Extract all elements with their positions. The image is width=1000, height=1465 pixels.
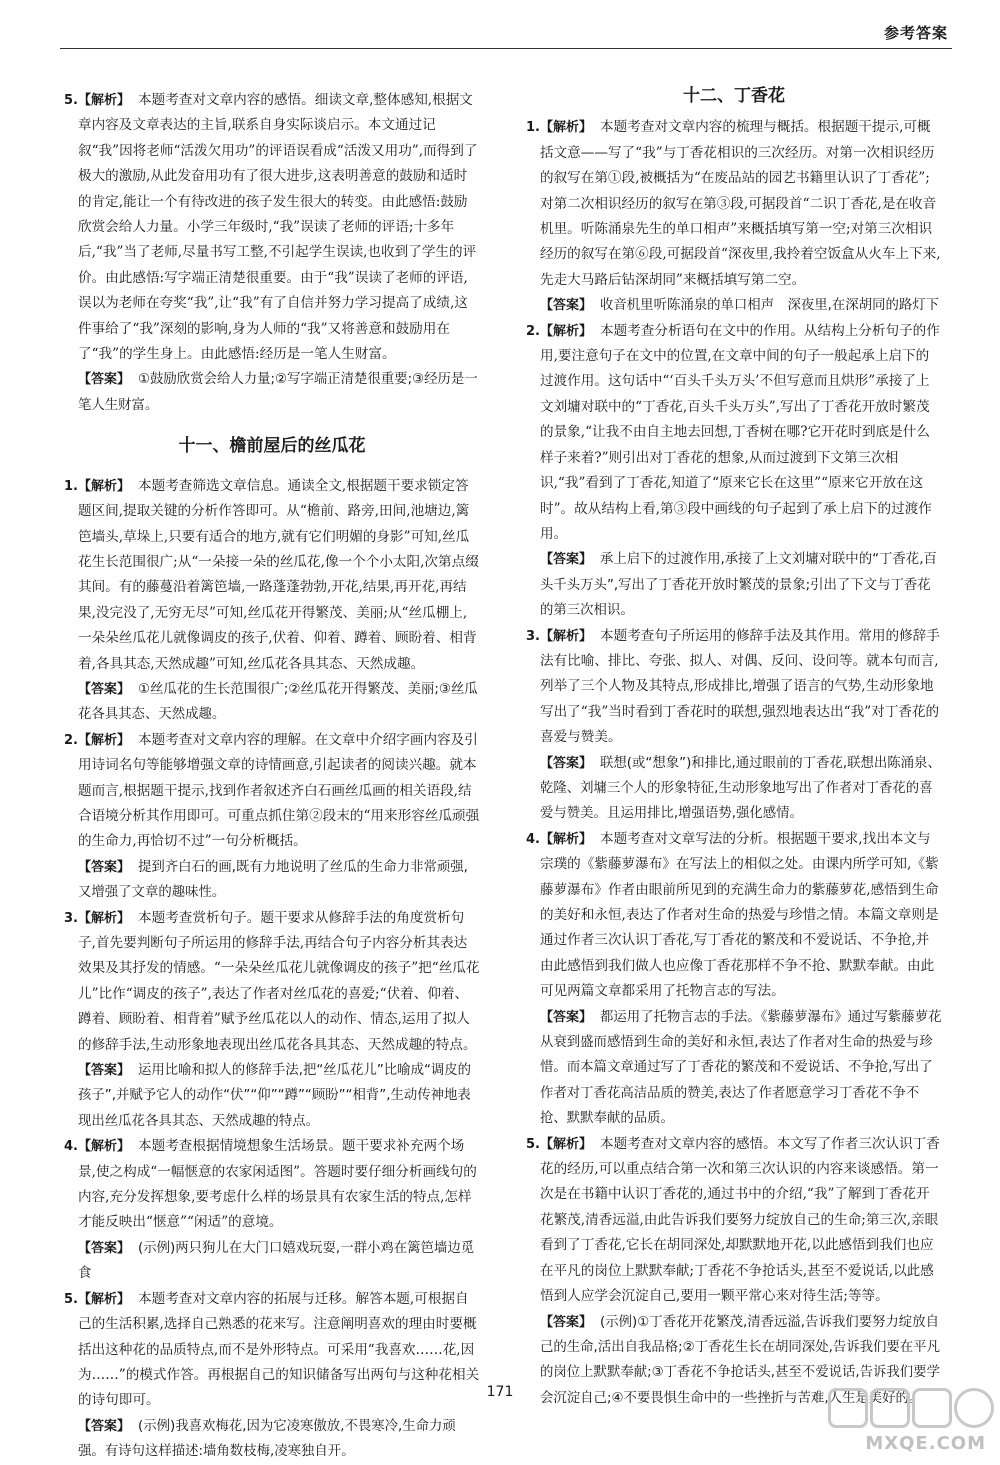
question-item xyxy=(526,115,942,293)
analysis-tag: 【解析】 xyxy=(540,1136,593,1152)
left-column xyxy=(64,88,480,1465)
answer-block xyxy=(526,293,942,318)
question-item xyxy=(526,827,942,1005)
analysis-tag: 【解析】 xyxy=(540,120,593,136)
answer-tag: 【答案】 xyxy=(78,859,131,875)
analysis-text: 本题考查对文章内容的感悟。本文写了作者三次认识丁香花的经历,可以重点结合第一次和第三次认识的内容来谈感悟。第一次是在书籍中认识丁香花的,通过书中的介绍,“我”了解到丁香花开花繁茂,清香远溢,由此告诉我们要努力绽放自己的生命;第三次,亲眼看到了丁香花,它长在胡同深处,却默默地开花,以此感悟到我们也应在平凡的岗位上默默奉献;丁香花不争抢话头,甚至不爱说话,以此感悟到人应学会沉淀自己,要用一颗平常心来对待生活;等等。 xyxy=(540,1135,940,1305)
question-item xyxy=(526,1132,942,1310)
analysis-text: 本题考查对文章内容的拓展与迁移。解答本题,可根据自己的生活积累,选择自己熟悉的花来写。注意阐明喜欢的理由时要概括出这种花的品质特点,而不是外形特点。可采用“我喜欢……花,因为……”的模式作答。再根据自己的知识储备写出两句与这种花相关的诗句即可。 xyxy=(78,1290,480,1409)
answer-tag: 【答案】 xyxy=(78,1063,131,1079)
question-number: 3. xyxy=(526,628,540,644)
answer-text: (示例)两只狗儿在大门口嬉戏玩耍,一群小鸡在篱笆墙边觅食 xyxy=(78,1240,475,1282)
header-label: 参考答案 xyxy=(883,24,948,42)
answer-text: 承上启下的过渡作用,承接了上文刘墉对联中的“丁香花,百头千头万头”,写出了丁香花开放时繁茂的景象;引出了下文与丁香花的第三次相识。 xyxy=(540,552,937,619)
analysis-text: 本题考查赏析句子。题干要求从修辞手法的角度赏析句子,首先要判断句子所运用的修辞手法,再结合句子内容分析其表达效果及其抒发的情感。“一朵朵丝瓜花儿就像调皮的孩子”把“丝瓜花儿”比作“调皮的孩子”,表达了作者对丝瓜花的喜爱;“伏着、仰着、蹲着、顾盼着、相背着”赋予丝瓜花以人的动作、情态,运用了拟人的修辞手法,生动形象地表现出丝瓜花各具其态、天然成趣的特点。 xyxy=(78,909,480,1053)
question-item xyxy=(526,624,942,751)
answer-text: (示例)①丁香花开花繁茂,清香远溢,告诉我们要努力绽放自己的生命,活出自我品格;②丁香花生长在胡同深处,告诉我们要在平凡的岗位上默默奉献;③丁香花不争抢话头,甚至不爱说话,告诉我们要学会沉淀自己;④不要畏惧生命中的一些挫折与苦难,人生是美好的。 xyxy=(540,1314,940,1406)
answer-block xyxy=(64,367,480,418)
analysis-text: 本题考查分析语句在文中的作用。从结构上分析句子的作用,要注意句子在文中的位置,在文章中间的句子一般起承上启下的过渡作用。这句话中“‘百头千头万头’不但写意而且烘形”承接了上文刘墉对联中的“丁香花,百头千头万头”,写出了丁香花开放时繁茂的景象,“让我不由自主地去回想,丁香树在哪?它开花时到底是什么样子来着?”则引出对丁香花的想象,从而过渡到下文第三次相识,“我”看到了丁香花,知道了“原来它长在这里”“原来它开放在这时”。故从结构上看,第③段中画线的句子起到了承上启下的过渡作用。 xyxy=(540,322,940,542)
question-item xyxy=(526,319,942,548)
answer-block xyxy=(526,547,942,623)
answer-block xyxy=(526,1005,942,1132)
answer-tag: 【答案】 xyxy=(540,1009,593,1025)
watermark-glyph-icon xyxy=(870,1388,910,1428)
answer-block xyxy=(64,677,480,728)
answer-tag: 【答案】 xyxy=(540,552,593,568)
question-item xyxy=(64,728,480,855)
question-number: 5. xyxy=(64,1291,78,1307)
answer-text: 收音机里听陈涌泉的单口相声 深夜里,在深胡同的路灯下 xyxy=(600,298,940,314)
watermark-glyph-icon xyxy=(912,1388,952,1428)
answer-text: ①丝瓜花的生长范围很广;②丝瓜花开得繁茂、美丽;③丝瓜花各具其态、天然成趣。 xyxy=(78,681,478,723)
header-divider xyxy=(60,48,952,49)
left-intro-item xyxy=(64,88,480,367)
answer-block xyxy=(64,1414,480,1465)
question-number: 2. xyxy=(526,323,540,339)
answer-text: 提到齐白石的画,既有力地说明了丝瓜的生命力非常顽强,又增强了文章的趣味性。 xyxy=(78,859,468,901)
answer-tag: 【答案】 xyxy=(78,1418,131,1434)
question-number: 4. xyxy=(64,1139,78,1155)
answer-tag: 【答案】 xyxy=(78,1240,131,1256)
question-item xyxy=(64,474,480,677)
right-column xyxy=(526,88,942,1411)
section-title: 十二、丁香花 xyxy=(683,86,785,106)
analysis-tag: 【解析】 xyxy=(78,910,131,926)
answer-text: 都运用了托物言志的手法。《紫藤萝瀑布》通过写紫藤萝花从衰到盛而感悟到生命的美好和永恒,表达了作者对生命的热爱与珍惜。而本篇文章通过写了丁香花的繁茂和不爱说话、不争抢,写出了作者对丁香花高洁品质的赞美,表达了作者愿意学习丁香花不争不抢、默默奉献的品质。 xyxy=(540,1009,942,1127)
analysis-tag: 【解析】 xyxy=(78,732,131,748)
question-item xyxy=(64,906,480,1058)
question-number: 4. xyxy=(526,831,540,847)
analysis-text: 本题考查对文章内容的理解。在文章中介绍字画内容及引用诗词名句等能够增强文章的诗情画意,引起读者的阅读兴趣。就本题而言,根据题干提示,找到作者叙述齐白石画丝瓜画的相关语段,结合语境分析其作用即可。可重点抓住第②段末的“用来形容丝瓜顽强的生命力,再恰切不过”一句分析概括。 xyxy=(78,731,480,850)
page-number: 171 xyxy=(486,1384,514,1400)
analysis-tag: 【解析】 xyxy=(78,1291,131,1307)
analysis-tag: 【解析】 xyxy=(78,1139,131,1155)
analysis-tag: 【解析】 xyxy=(78,478,131,494)
answer-tag: 【答案】 xyxy=(540,298,593,314)
answer-tag: 【答案】 xyxy=(540,1314,593,1330)
watermark-logo xyxy=(820,1388,990,1454)
analysis-tag: 【解析】 xyxy=(78,93,131,108)
answer-text: (示例)我喜欢梅花,因为它凌寒傲放,不畏寒冷,生命力顽强。有诗句这样描述:墙角数枝梅,凌寒独自开。 xyxy=(78,1418,456,1460)
answer-tag: 【答案】 xyxy=(78,372,131,388)
question-number: 3. xyxy=(64,910,78,926)
question-item xyxy=(64,1134,480,1236)
answer-text: ①鼓励欣赏会给人力量;②写字端正清楚很重要;③经历是一笔人生财富。 xyxy=(78,372,478,413)
analysis-tag: 【解析】 xyxy=(540,628,593,644)
analysis-tag: 【解析】 xyxy=(540,831,593,847)
question-number: 5. xyxy=(526,1136,540,1152)
analysis-text: 本题考查句子所运用的修辞手法及其作用。常用的修辞手法有比喻、排比、夸张、拟人、对偶、反问、设问等。就本句而言,列举了三个人物及其特点,形成排比,增强了语言的气势,生动形象地写出了“我”当时看到丁香花时的联想,强烈地表达出“我”对丁香花的喜爱与赞美。 xyxy=(540,627,940,746)
section-title: 十一、檐前屋后的丝瓜花 xyxy=(178,436,366,457)
answer-tag: 【答案】 xyxy=(540,755,593,771)
question-number: 5. xyxy=(64,93,78,108)
question-number: 2. xyxy=(64,732,78,748)
analysis-tag: 【解析】 xyxy=(540,323,593,339)
analysis-text: 本题考查根据情境想象生活场景。题干要求补充两个场景,使之构成“一幅惬意的农家闲适图”。答题时要仔细分析画线句的内容,充分发挥想象,要考虑什么样的场景具有农家生活的特点,怎样才能反映出“惬意”“闲适”的意境。 xyxy=(78,1138,477,1231)
watermark-circle-icon xyxy=(954,1388,994,1428)
answer-tag: 【答案】 xyxy=(78,681,131,697)
analysis-text: 本题考查筛选文章信息。通读全文,根据题干要求锁定答题区间,提取关键的分析作答即可。从“檐前、路旁,田间,池塘边,篱笆墙头,草垛上,只要有适合的地方,就有它们明媚的身影”可知,丝瓜花生长范围很广;从“一朵接一朵的丝瓜花,像一个个小太阳,次第点缀其间。有的藤蔓沿着篱笆墙,一路蓬蓬勃勃,开花,结果,再开花,再结果,没完没了,无穷无尽”可知,丝瓜花开得繁茂、美丽;从“丝瓜棚上,一朵朵丝瓜花儿就像调皮的孩子,伏着、仰着、蹲着、顾盼着、相背着,各具其态,天然成趣”可知,丝瓜花各具其态、天然成趣。 xyxy=(78,477,479,672)
analysis-text: 本题考查对文章写法的分析。根据题干要求,找出本文与宗璞的《紫藤萝瀑布》在写法上的相似之处。由课内所学可知,《紫藤萝瀑布》作者由眼前所见到的充满生命力的紫藤萝花,感悟到生命的美好和永恒,表达了作者对生命的热爱与珍惜之情。本篇文章则是通过作者三次认识丁香花,写丁香花的繁茂和不爱说话、不争抢,并由此感悟到我们做人也应像丁香花那样不争不抢、默默奉献。由此可见两篇文章都采用了托物言志的写法。 xyxy=(540,830,939,1000)
analysis-text: 本题考查对文章内容的梳理与概括。根据题干提示,可概括文意——写了“我”与丁香花相识的三次经历。对第一次相识经历的叙写在第①段,被概括为“在废品站的园艺书籍里认识了丁香花”;对第二次相识经历的叙写在第③段,可据段首“二识丁香花,是在收音机里。听陈涌泉先生的单口相声”来概括填写第一空;对第三次相识经历的叙写在第⑥段,可据段首“深夜里,我拎着空饭盒从火车上下来,先走大马路后钻深胡同”来概括填写第二空。 xyxy=(540,119,941,288)
watermark-site: MXQE.COM xyxy=(865,1433,986,1454)
analysis-text: 本题考查对文章内容的感悟。细读文章,整体感知,根据文章内容及文章表达的主旨,联系自身实际谈启示。本文通过记叙“我”因将老师“活泼欠用功”的评语误看成“活泼又用功”,而得到了极大的激励,从此发奋用功有了很大进步,这表明善意的鼓励和适时的肯定,能让一个有待改进的孩子发生很大的转变。由此感悟:鼓励欣赏会给人力量。小学三年级时,“我”误读了老师的评语;十多年后,“我”当了老师,尽量书写工整,不引起学生误读,也收到了学生的评价。由此感悟:写字端正清楚很重要。由于“我”误读了老师的评语,误以为老师在夸奖“我”,让“我”有了自信并努力学习提高了成绩,这件事给了“我”深刻的影响,身为人师的“我”又将善意和鼓励用在了“我”的学生身上。由此感悟:经历是一笔人生财富。 xyxy=(78,92,478,363)
answer-block xyxy=(64,1236,480,1287)
answer-block xyxy=(64,1058,480,1134)
question-number: 1. xyxy=(64,478,78,494)
answer-block xyxy=(526,751,942,827)
answer-text: 运用比喻和拟人的修辞手法,把“丝瓜花儿”比喻成“调皮的孩子”,并赋予它人的动作“伏”“仰”“蹲”“顾盼”“相背”,生动传神地表现出丝瓜花各具其态、天然成趣的特点。 xyxy=(78,1063,472,1129)
question-number: 1. xyxy=(526,120,540,136)
answer-text: 联想(或“想象”)和排比,通过眼前的丁香花,联想出陈涌泉、乾隆、刘墉三个人的形象特征,生动形象地写出了作者对丁香花的喜爱与赞美。且运用排比,增强语势,强化感情。 xyxy=(540,755,941,822)
answer-block xyxy=(64,855,480,906)
watermark-glyph-icon xyxy=(828,1388,868,1428)
